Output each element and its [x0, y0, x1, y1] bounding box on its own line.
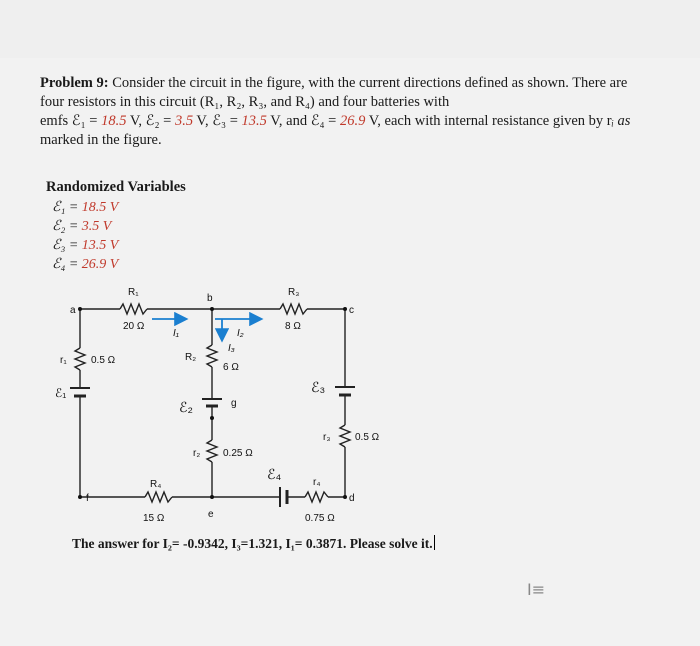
problem-line2: four resistors in this circuit (R₁, R₂, R₃, and R₄) and four batteries with	[40, 94, 450, 110]
emfs-text-6: ᵢ as	[611, 113, 631, 129]
label-i3: I₃	[228, 343, 235, 354]
problem-line1: Consider the circuit in the figure, with the current directions defined as shown. There are	[108, 75, 628, 91]
problem-statement	[40, 74, 650, 150]
text-cursor-icon: I≡	[527, 580, 546, 599]
variables-title: Randomized Variables	[46, 179, 186, 195]
resistor-r3	[280, 304, 307, 314]
value-r1-internal: 0.5 Ω	[91, 355, 116, 366]
e2-value: 3.5	[174, 113, 194, 129]
label-r3: R₃	[288, 287, 300, 298]
node-d: d	[349, 493, 355, 504]
node-g: g	[231, 398, 237, 409]
value-r3-internal: 0.5 Ω	[355, 432, 380, 443]
node-b: b	[207, 293, 213, 304]
circuit-diagram	[55, 275, 380, 525]
value-r2: 6 Ω	[223, 362, 239, 373]
text-caret	[434, 535, 435, 550]
label-r4: R₄	[150, 479, 162, 490]
value-r3: 8 Ω	[285, 321, 301, 332]
e1-value: 18.5	[101, 113, 127, 129]
emfs-text: emfs ℰ₁ =	[40, 113, 102, 129]
label-r1: R₁	[128, 287, 139, 298]
node-e: e	[208, 509, 214, 520]
resistor-r2-internal	[207, 440, 217, 462]
problem-label: Problem 9:	[40, 75, 109, 91]
node-c: c	[349, 305, 354, 316]
resistor-r4	[145, 492, 172, 502]
problem-line4: marked in the figure.	[40, 132, 162, 148]
value-r1: 20 Ω	[123, 321, 145, 332]
label-e1: ℰ₁	[55, 386, 67, 400]
label-r2: R₂	[185, 352, 197, 363]
emfs-text-4: V, and ℰ₄ =	[266, 113, 340, 129]
e3-value: 13.5	[241, 113, 267, 129]
label-i2: I₂	[237, 328, 244, 339]
label-e4: ℰ₄	[267, 466, 282, 482]
answer-text[interactable]: The answer for I₂= -0.9342, I₃=1.321, I₁= 0.3871. Please solve it.	[72, 536, 433, 551]
emfs-text-5: V, each with internal resistance given by r	[365, 113, 612, 129]
label-e2: ℰ₂	[179, 399, 193, 415]
variable-e4: ℰ₄ = 26.9 V	[52, 257, 119, 272]
variable-e3: ℰ₃ = 13.5 V	[52, 238, 119, 253]
label-r4-internal: r₄	[313, 477, 321, 488]
label-r1-internal: r₁	[60, 355, 67, 366]
resistor-r3-internal	[340, 425, 350, 447]
resistor-r2	[207, 345, 217, 367]
resistor-r1-internal	[75, 348, 85, 370]
variable-e2: ℰ₂ = 3.5 V	[52, 219, 112, 234]
emfs-text-2: V, ℰ₂ =	[126, 113, 175, 129]
value-r4: 15 Ω	[143, 513, 165, 524]
emfs-text-3: V, ℰ₃ =	[193, 113, 242, 129]
label-r3-internal: r₃	[323, 432, 331, 443]
variable-e1: ℰ₁ = 18.5 V	[52, 200, 119, 215]
resistor-r1	[120, 304, 147, 314]
node-a: a	[70, 305, 76, 316]
top-bar	[0, 0, 700, 58]
resistor-r4-internal	[305, 492, 328, 502]
value-r2-internal: 0.25 Ω	[223, 448, 253, 459]
node-f: f	[86, 493, 89, 504]
e4-value: 26.9	[339, 113, 366, 129]
label-r2-internal: r₂	[193, 448, 201, 459]
value-r4-internal: 0.75 Ω	[305, 513, 335, 524]
label-e3: ℰ₃	[311, 379, 326, 395]
label-i1: I₁	[173, 328, 179, 339]
